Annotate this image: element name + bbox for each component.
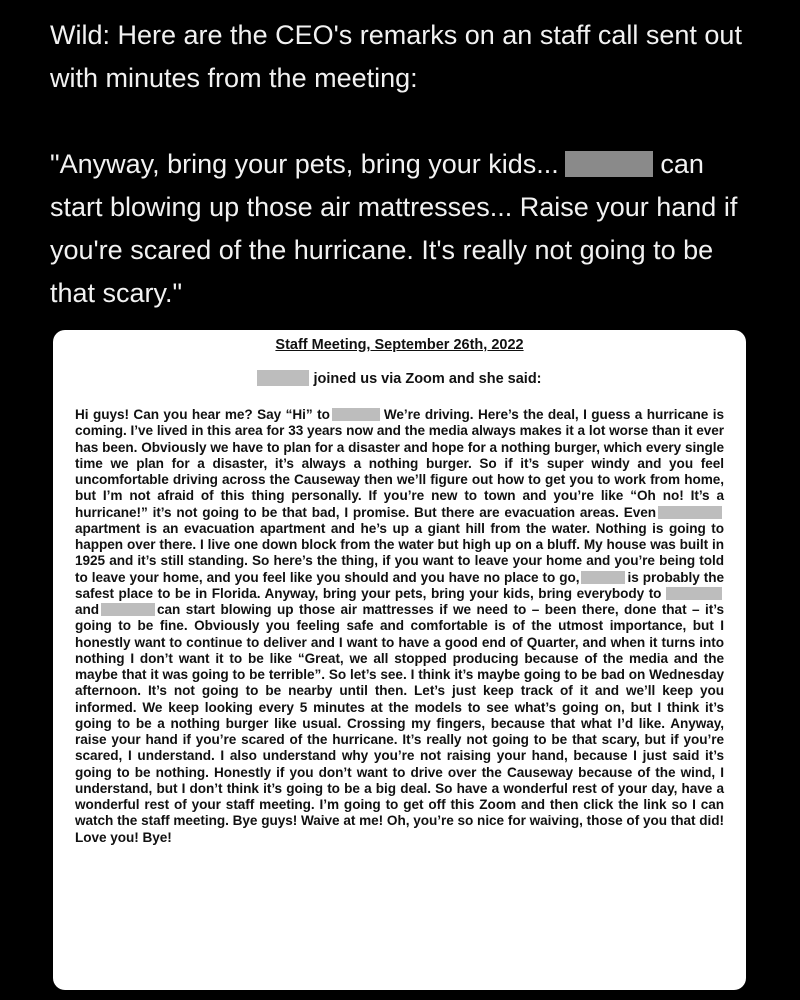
document-intro-text: joined us via Zoom and she said: bbox=[313, 371, 542, 387]
body-segment: and bbox=[75, 602, 100, 617]
quote-part-2: can start blowing up those air mattresses... Raise your hand if you're scared of the hurricane. It's really not going to be that scary." bbox=[50, 149, 738, 308]
redacted-name-block bbox=[257, 370, 309, 386]
redacted-name-block bbox=[581, 571, 625, 584]
body-segment: We’re driving. Here’s the deal, I guess a hurricane is coming. I’ve lived in this area for 33 years now and the media always makes it a lot worse than it ever has been. Obviously we have to plan for a disaster and hope for a nothing burger, which every single time we plan for a disaster, it’s always a nothing burger. So if it’s super windy and you feel uncomfortable driving across the Causeway then we’ll figure out how to get you to work from home, but I’m not afraid of this thing personally. If you’re new to town and you’re like “Oh no! It’s a hurricane!” it’s not going to be that bad, I promise. But there are evacuation areas. Even bbox=[75, 407, 724, 520]
document-intro bbox=[75, 370, 724, 388]
body-segment: Hi guys! Can you hear me? Say “Hi” to bbox=[75, 407, 330, 422]
document-body bbox=[75, 407, 724, 846]
body-segment: is probably the safest place to be in Florida. Anyway, bring your pets, bring your kids, bring everybody to bbox=[75, 569, 724, 601]
redacted-name-block bbox=[101, 603, 155, 616]
meeting-minutes-image bbox=[53, 330, 746, 990]
redacted-name-block bbox=[666, 587, 722, 600]
body-segment: apartment is an evacuation apartment and he’s up a giant hill from the water. Nothing is going to happen over there. I live one down block from the water but high up on a bluff. My house was built in 1925 and it’s still standing. So here’s the thing, if you want to leave your home and you’re being told to leave your home, and you feel like you should and you have no place to go, bbox=[75, 520, 724, 585]
post-quote bbox=[50, 143, 750, 315]
redacted-name-block bbox=[332, 408, 380, 421]
quote-part-1: "Anyway, bring your pets, bring your kids... bbox=[50, 149, 559, 179]
redacted-name-block bbox=[565, 151, 653, 177]
post-text bbox=[50, 14, 750, 315]
document-title: Staff Meeting, September 26th, 2022 bbox=[275, 337, 524, 353]
body-segment: can start blowing up those air mattresses if we need to – been there, done that – it’s going to be fine. Obviously you feeling safe and comfortable is of the utmost importance, but I honestly want to continue to deliver and I want to have a good end of Quarter, and when it turns into nothing I don’t want it to be like “Great, we all stopped producing because of the media and the maybe that it was going to be terrible”. So let’s see. I think it’s maybe going to be bad on Wednesday afternoon. It’s not going to be nearby until then. Let’s just keep track of it and we’ll keep you informed. We keep looking every 5 minutes at the models to see what’s going on, but I think it’s going to be a nothing burger like usual. Crossing my fingers, because that what I’d like. Anyway, raise your hand if you’re scared of the hurricane. It’s really not going to be that scary, but if you’re scared, I understand. I also understand why you’re not raising your hand, because I just said it’s going to be nothing. Honestly if you don’t want to drive over the Causeway because of the wind, I understand, but I don’t think it’s going to be a big deal. So have a wonderful rest of your day, have a wonderful rest of your staff meeting. I’m going to get off this Zoom and then click the link so I can watch the staff meeting. Bye guys! Waive at me! Oh, you’re so nice for waiving, those of you that did! Love you! Bye! bbox=[75, 602, 724, 845]
redacted-name-block bbox=[658, 506, 722, 519]
post-intro: Wild: Here are the CEO's remarks on an staff call sent out with minutes from the meeting: bbox=[50, 20, 742, 93]
